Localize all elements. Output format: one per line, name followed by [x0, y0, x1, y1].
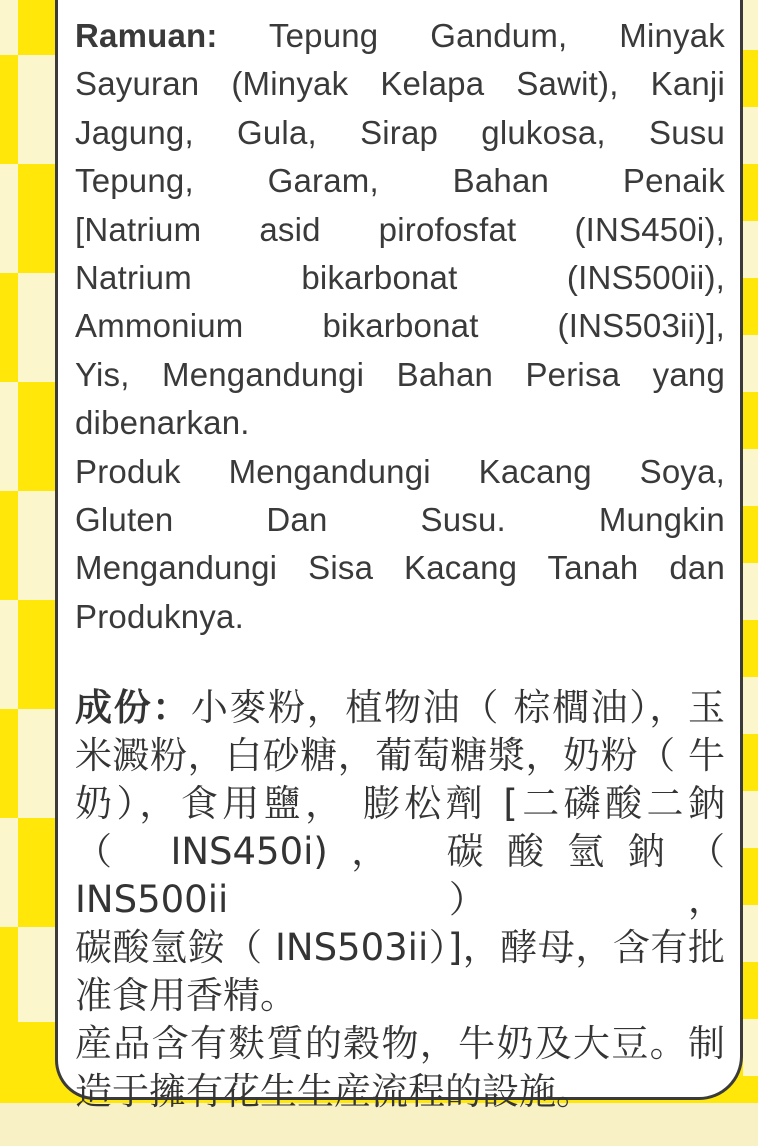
checkered-border-left [0, 0, 55, 1022]
chengfen-heading: 成份： [75, 686, 191, 729]
text-line: 造于擁有花生生産流程的設施。 [75, 1070, 593, 1113]
text-line: Mengandungi Sisa Kacang Tanah dan [75, 549, 725, 587]
text-line: dibenarkan. [75, 404, 250, 442]
text-line: 碳酸氫銨（ INS503ii）]，酵母，含有批 [75, 926, 725, 969]
ramuan-heading: Ramuan: [75, 17, 218, 54]
ingredients-panel [55, 0, 743, 1113]
text-line: Produknya. [75, 597, 244, 635]
text-line: Gluten Dan Susu. Mungkin [75, 501, 725, 539]
ingredients-malay-section [75, 12, 725, 641]
text-line [75, 684, 725, 732]
text-line: 准食用香精。 [75, 974, 297, 1017]
text-line: [Natrium asid pirofosfat (INS450i), [75, 210, 725, 248]
text-line: 奶），食用鹽， 膨松劑 [二磷酸二鈉 [75, 782, 725, 825]
ingredients-chinese-section [75, 684, 725, 1116]
text-line [75, 12, 725, 60]
text-line: Yis, Mengandungi Bahan Perisa yang [75, 355, 725, 393]
text-line: Sayuran (Minyak Kelapa Sawit), Kanji [75, 65, 725, 103]
checkered-border-right [743, 0, 758, 1103]
text-line: （ INS450i)， 碳酸氫鈉（ INS500ii）， [75, 830, 725, 921]
checkered-column-outer [0, 0, 18, 1022]
text-line: Ammonium bikarbonat (INS503ii)], [75, 307, 725, 345]
checkered-column-inner [18, 0, 55, 1022]
text-line: Produk Mengandungi Kacang Soya, [75, 452, 725, 490]
text-line: Natrium bikarbonat (INS500ii), [75, 259, 725, 297]
text-line: Jagung, Gula, Sirap glukosa, Susu [75, 113, 725, 151]
text-line-rest: 小麥粉，植物油（ 棕櫚油），玉 [190, 686, 726, 729]
text-line-rest: Tepung Gandum, Minyak [268, 17, 725, 54]
text-line: 産品含有麩質的穀物，牛奶及大豆。制 [75, 1022, 725, 1065]
text-line: Tepung, Garam, Bahan Penaik [75, 162, 725, 200]
text-line: 米澱粉，白砂糖，葡萄糖漿，奶粉（ 牛 [75, 734, 725, 777]
